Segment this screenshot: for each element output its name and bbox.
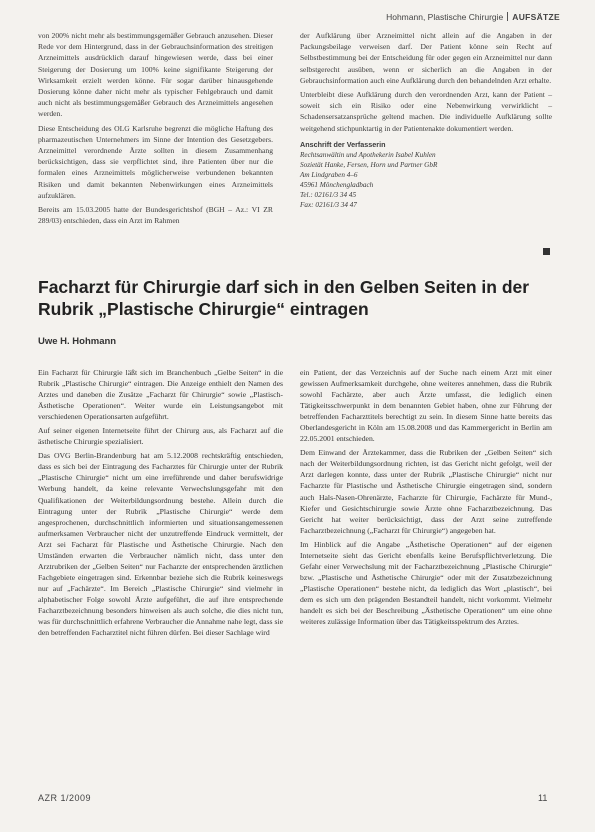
page-number: 11 [538, 793, 548, 803]
previous-article-left-column [38, 30, 273, 229]
address-line: Am Lindgraben 4–6 [300, 170, 358, 179]
paragraph: Im Hinblick auf die Angabe „Ästhetische Operationen“ auf der eigenen Internetseite sieht das Gericht ebenfalls keine Berufspflichtverletzung. Die Gefahr einer Verwechslung mit der Facharztbezeichnung „Plastische Chirurgie“ bzw. „Plastische und Ästhetische Chirurgie“ oder mit der Zusatzbezeichnung „Plastische Operationen“ bestehe nicht, da lediglich das Wort „plastisch“, bei dem es sich um den prägenden Bestandteil handelt, nicht vorkommt. Vielmehr handelt es sich bei der Beschreibung „Ästhetische Operationen“ um eine ohne weiteres zulässige Information über das Tätigkeitsspektrum des Arztes. [300, 539, 552, 627]
running-title: Hohmann, Plastische Chirurgie [386, 12, 504, 22]
paragraph: von 200% nicht mehr als bestimmungsgemäßer Gebrauch anzusehen. Dieser Rede vor dem Hintergrund, dass in der Gebrauchsinformation des streitigen Arzneimittels ausdrücklich darauf hingewiesen werde, dass bei einer Steigerung der Dosierung um 100% keine signifikante Steigerung der Wirksamkeit erzielt werden könne. Für sogar darüber hinausgehende Dosierung könne daher nicht mehr als typischer Fehlgebrauch und damit auch nicht als bestimmungsgemäßer Gebrauch des Arzneimittels angesehen werden. [38, 31, 273, 119]
address-line: Sozietät Hanke, Fersen, Horn und Partner GbR [300, 160, 438, 169]
paragraph: Auf seiner eigenen Internetseite führt der Chirurg aus, als Facharzt auf die ästhetische Chirurgie spezialisiert. [38, 426, 283, 447]
paragraph: der Aufklärung über Arzneimittel nicht allein auf die Angaben in der Packungsbeilage verweisen darf. Der Patient könne sein Recht auf Selbstbestimmung bei der Entscheidung für oder gegen ein Arzneimittel nur dann selbstgerecht ausüben, wenn er sicherlich an die Angaben in der Gebrauchsinformation auch eine Aufklärung durch den behandelnden Arzt erhalte. [300, 31, 552, 85]
section-label: AUFSÄTZE [512, 12, 560, 22]
journal-issue: AZR 1/2009 [38, 793, 92, 803]
paragraph: ein Patient, der das Verzeichnis auf der Suche nach einem Arzt mit einer gewissen Aufmerksamkeit durchgehe, ohne weiteres annehmen, dass die Rubrik sowohl Fachärzte, aber auch Ärzte umfasst, die lediglich einen Tätigkeitsschwerpunkt in dem benannten Gebiet haben, ohne zur Führung der betreffenden Facharzttitels berechtigt zu sein. In diesem Sinne hatte bereits das Oberlandesgericht in Köln am 15.08.2008 und das Kammergericht in Berlin am 22.05.2001 entschieden. [300, 368, 552, 444]
article-left-column [38, 367, 283, 641]
running-header [0, 12, 560, 22]
address-label: Anschrift der Verfasserin [300, 139, 386, 149]
article-title: Facharzt für Chirurgie darf sich in den Gelben Seiten in der Rubrik „Plastische Chirurgie“ eintragen [38, 277, 530, 319]
address-line: 45961 Mönchengladbach [300, 180, 374, 189]
paragraph: Unterbleibt diese Aufklärung durch den verordnenden Arzt, kann der Patient – soweit sich ein Risiko oder eine Nebenwirkung verwirklicht – Schadensersatzansprüche geltend machen. Die individuelle Aufklärung sollte weitgehend stichpunktartig in der Patientenakte dokumentiert werden. [300, 90, 552, 133]
article-end-mark [543, 248, 550, 255]
address-line: Tel.: 02161/3 34 45 [300, 190, 357, 199]
article-author: Uwe H. Hohmann [38, 336, 117, 347]
address-line: Rechtsanwältin und Apothekerin Isabel Kuhlen [300, 150, 436, 159]
article-right-column [300, 367, 552, 630]
paragraph: Diese Entscheidung des OLG Karlsruhe begrenzt die mögliche Haftung des pharmazeutischen Unternehmers im Sinne der Intention des Gesetzgebers. Arzneimittel verordnende Ärzte sollten in diesem Zusammenhang berücksichtigen, dass sie verpflichtet sind, ihre Patienten über nur die formalen eines Arzneimittels möglicherweise verbundenen bekannten Risiken und damit bekannten Nebenwirkungen eines Arzneimittels aufzuklären. [38, 123, 273, 200]
header-divider [507, 12, 508, 21]
paragraph: Bereits am 15.03.2005 hatte der Bundesgerichtshof (BGH – Az.: VI ZR 289/03) entschieden, dass ein Arzt im Rahmen [38, 205, 273, 226]
paragraph: Dem Einwand der Ärztekammer, dass die Rubriken der „Gelben Seiten“ sich nach der Weiterbildungsordnung richten, ist das Gericht nicht gefolgt, weil der Arzt darlegen konnte, dass unter der Rubrik „Plastische Chirurgie“ nicht nur Facharzte für Plastische und Ästhetische Chirurgie eingetragen sind, sondern auch Hals-Nasen-Ohrenärzte, Facharzte für Chirurgie, Fachärzte für Mund-, Kiefer und Gesichtschirurgie sowie Ärzte ohne Facharztbezeichnung. Das Gericht hat weiter berücksichtigt, dass der Arzt seine zutreffende Facharztbezeichnung („Facharzt für Chirurgie“) angegeben hat. [300, 448, 552, 535]
previous-article-right-column [300, 30, 552, 210]
paragraph: Ein Facharzt für Chirurgie läßt sich im Branchenbuch „Gelbe Seiten“ in die Rubrik „Plastische Chirurgie“ eintragen. Die Anzeige enthielt den Namen des Arztes und daneben die Zusätze „Facharzt für Chirurgie“ sowie „Plastisch-Ästhetische Operationen“. Weiter wurde ein Leistungsangebot mit verschiedenen Operationsarten aufgeführt. [38, 368, 283, 422]
author-address [300, 140, 552, 210]
paragraph: Das OVG Berlin-Brandenburg hat am 5.12.2008 rechtskräftig entschieden, dass es sich bei der Eintragung des Facharztes für Chirurgie unter der Rubrik „Plastische Chirurgie“ nicht um eine irreführende und daher berufswidrige Werbung handelt, da keine relevante Verwechslungsgefahr mit den Qualifikationen der Weiterbildungsordnung bestehe. Allein durch die Eintragung unter der Rubrik „Plastische Chirurgie“ werde dem angesprochenen, durchschnittlich informierten und situationsangemessenen aufmerksamen Verbraucher nicht der unzutreffende Eindruck vermittelt, der Arzt sei Facharzt für Plastische und Ästhetische Chirurgie. Nach den Umständen erwarten die Verbraucher nämlich nicht, dass unter den Arztrubriken der „Gelben Seiten“ nur Facharzte der entsprechenden ärztlichen Fachgebiete eingetragen sind. Erkennbar beziehe sich die Rubrik keineswegs nur auf „Fachärzte“. Im Bereich „Plastische Chirurgie“ sind vielmehr in alphabetischer Folge sowohl Ärzte aufgeführt, die auf ihre entsprechende Facharztbezeichnung besonders hinweisen als auch solche, die dies nicht tun, was für durchschnittlich erfahrene Verbraucher die Annahme nahe legt, dass sie den betreffenden Facharztitel nicht führen dürfen. Bei dieser Sachlage wird [38, 451, 283, 638]
address-line: Fax: 02161/3 34 47 [300, 200, 357, 209]
